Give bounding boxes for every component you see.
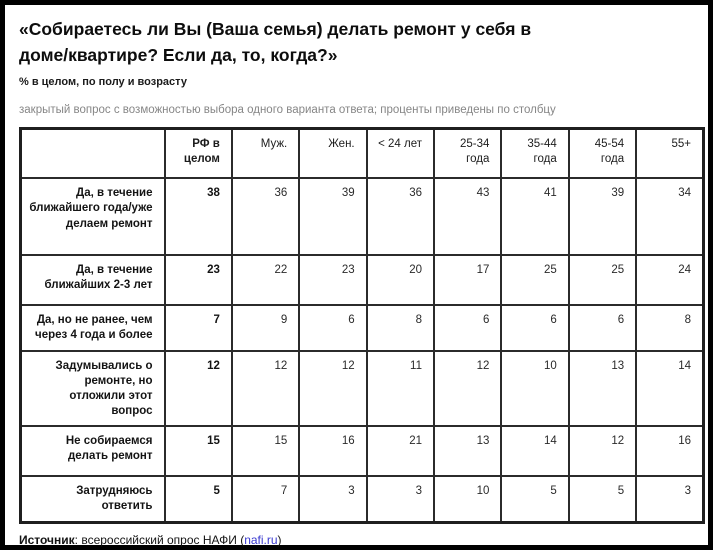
source-label: Источник [19, 532, 75, 547]
nafi-link[interactable]: nafi.ru [244, 532, 278, 547]
value-cell: 17 [434, 255, 501, 305]
corner-cell [21, 128, 165, 178]
value-cell: 16 [299, 426, 366, 476]
column-header-female: Жен. [299, 128, 366, 178]
table-row [21, 255, 704, 305]
row-label-cell: Задумывались о ремонте, но отложили этот вопрос [21, 351, 165, 427]
value-cell: 6 [569, 305, 636, 350]
value-cell: 16 [636, 426, 703, 476]
value-cell: 36 [367, 178, 434, 255]
value-cell: 5 [569, 476, 636, 522]
source-text: : всероссийский опрос НАФИ ( [74, 532, 245, 547]
subtitle: % в целом, по полу и возрасту [19, 75, 187, 88]
value-cell: 39 [299, 178, 366, 255]
column-header-45-54: 45-54 года [569, 128, 636, 178]
value-cell: 5 [501, 476, 568, 522]
value-cell: 12 [569, 426, 636, 476]
value-cell: 38 [165, 178, 232, 255]
table-row [21, 426, 704, 476]
row-label-cell: Затрудняюсь ответить [21, 476, 165, 522]
row-label-cell: Да, в течение ближайшего года/уже делаем ремонт [21, 178, 165, 255]
column-header-under24: < 24 лет [367, 128, 434, 178]
value-cell: 14 [636, 351, 703, 427]
value-cell: 15 [165, 426, 232, 476]
value-cell: 12 [434, 351, 501, 427]
value-cell: 12 [299, 351, 366, 427]
table-row [21, 178, 704, 255]
method-note: закрытый вопрос с возможностью выбора одного варианта ответа; проценты приведены по столбцу [19, 103, 556, 116]
table-row [21, 351, 704, 427]
table-row [21, 476, 704, 522]
column-header-55plus: 55+ [636, 128, 703, 178]
value-cell: 3 [299, 476, 366, 522]
value-cell: 13 [434, 426, 501, 476]
value-cell: 12 [165, 351, 232, 427]
value-cell: 11 [367, 351, 434, 427]
value-cell: 3 [636, 476, 703, 522]
value-cell: 15 [232, 426, 299, 476]
value-cell: 23 [299, 255, 366, 305]
table-header-row [21, 128, 704, 178]
value-cell: 10 [434, 476, 501, 522]
value-cell: 24 [636, 255, 703, 305]
value-cell: 21 [367, 426, 434, 476]
value-cell: 13 [569, 351, 636, 427]
value-cell: 39 [569, 178, 636, 255]
value-cell: 8 [636, 305, 703, 350]
value-cell: 23 [165, 255, 232, 305]
survey-table [19, 127, 705, 524]
value-cell: 6 [501, 305, 568, 350]
value-cell: 7 [165, 305, 232, 350]
value-cell: 25 [569, 255, 636, 305]
row-label-cell: Да, в течение ближайших 2-3 лет [21, 255, 165, 305]
column-header-25-34: 25-34 года [434, 128, 501, 178]
value-cell: 36 [232, 178, 299, 255]
column-header-rf: РФ в целом [165, 128, 232, 178]
source-text-end: ) [277, 532, 282, 547]
value-cell: 14 [501, 426, 568, 476]
value-cell: 9 [232, 305, 299, 350]
value-cell: 3 [367, 476, 434, 522]
value-cell: 41 [501, 178, 568, 255]
row-label-cell: Да, но не ранее, чем через 4 года и более [21, 305, 165, 350]
value-cell: 6 [434, 305, 501, 350]
value-cell: 5 [165, 476, 232, 522]
source-line [19, 533, 700, 547]
row-label-cell: Не собираемся делать ремонт [21, 426, 165, 476]
value-cell: 10 [501, 351, 568, 427]
value-cell: 43 [434, 178, 501, 255]
value-cell: 20 [367, 255, 434, 305]
value-cell: 22 [232, 255, 299, 305]
page-title: «Собираетесь ли Вы (Ваша семья) делать ремонт у себя в доме/квартире? Если да, то, когда?» [19, 19, 532, 65]
table-row [21, 305, 704, 350]
column-header-35-44: 35-44 года [501, 128, 568, 178]
value-cell: 7 [232, 476, 299, 522]
value-cell: 6 [299, 305, 366, 350]
value-cell: 25 [501, 255, 568, 305]
value-cell: 34 [636, 178, 703, 255]
column-header-male: Муж. [232, 128, 299, 178]
value-cell: 12 [232, 351, 299, 427]
value-cell: 8 [367, 305, 434, 350]
